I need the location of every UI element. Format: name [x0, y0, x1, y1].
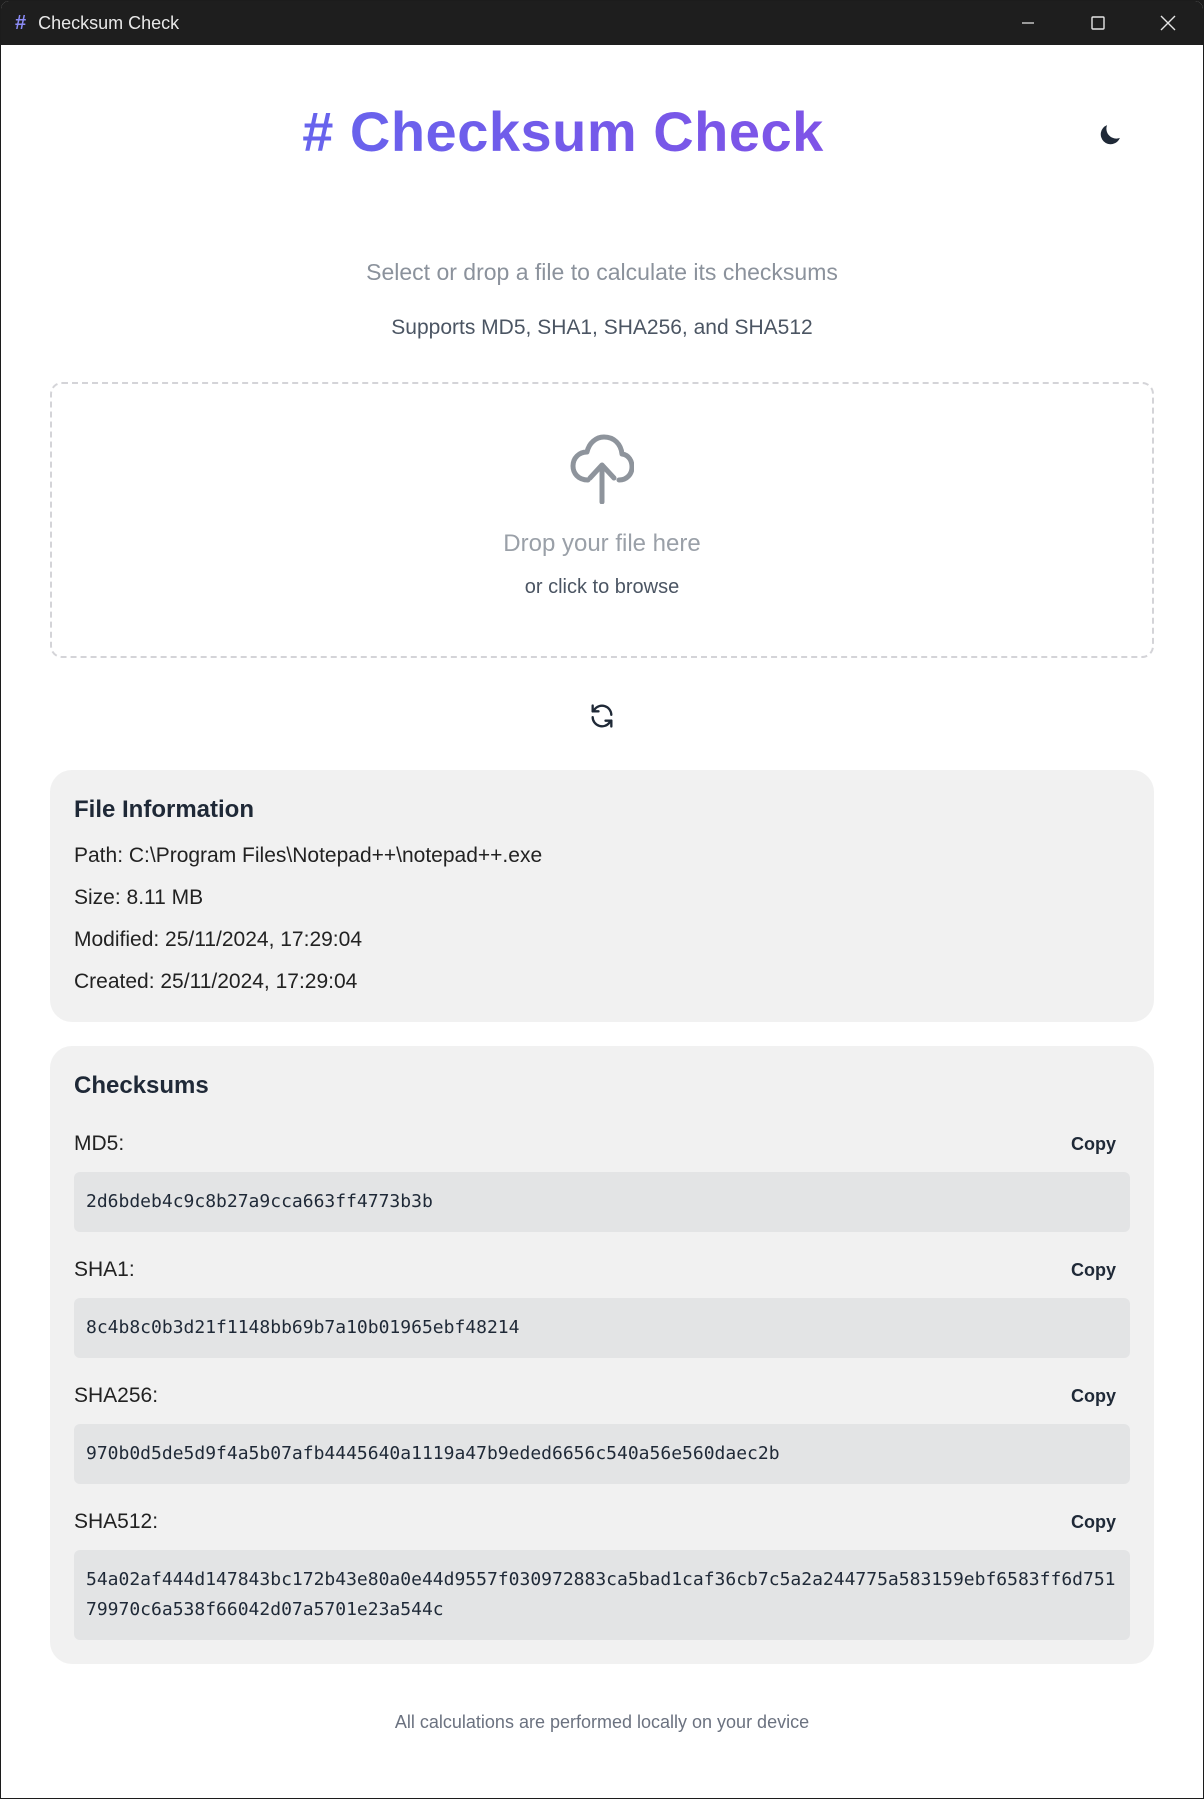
- copy-sha1-button[interactable]: Copy: [1071, 1260, 1130, 1281]
- file-information-heading: File Information: [74, 796, 254, 823]
- cloud-upload-icon: [570, 434, 634, 504]
- checksum-md5: [74, 1130, 1130, 1232]
- moon-icon: [1096, 121, 1124, 149]
- maximize-button[interactable]: [1063, 1, 1133, 45]
- close-button[interactable]: [1133, 1, 1203, 45]
- sha256-value: 970b0d5de5d9f4a5b07afb4445640a1119a47b9eded6656c540a56e560daec2b: [74, 1424, 1130, 1484]
- page-title: # Checksum Check: [50, 99, 1154, 164]
- file-created: Created: 25/11/2024, 17:29:04: [74, 970, 358, 993]
- refresh-button[interactable]: [588, 702, 616, 736]
- minimize-button[interactable]: [993, 1, 1063, 45]
- md5-label: MD5:: [74, 1132, 125, 1155]
- sha1-label: SHA1:: [74, 1258, 135, 1281]
- page-header: [50, 45, 1154, 215]
- sha512-value: 54a02af444d147843bc172b43e80a0e44d9557f030972883ca5bad1caf36cb7c5a2a244775a583159ebf6583ff6d75179970c6a538f66042d07a5701e23a544c: [74, 1550, 1130, 1640]
- checksum-sha256: [74, 1382, 1130, 1484]
- file-size: Size: 8.11 MB: [74, 886, 204, 909]
- sha512-label: SHA512:: [74, 1510, 159, 1533]
- copy-sha256-button[interactable]: Copy: [1071, 1386, 1130, 1407]
- checksum-sha512: [74, 1508, 1130, 1640]
- checksums-heading: Checksums: [74, 1072, 209, 1099]
- window-controls: [993, 1, 1203, 45]
- minimize-icon: [1021, 16, 1035, 30]
- browse-link[interactable]: or click to browse: [524, 576, 680, 598]
- file-path: Path: C:\Program Files\Notepad++\notepad++.exe: [74, 844, 543, 867]
- sha1-value: 8c4b8c0b3d21f1148bb69b7a10b01965ebf48214: [74, 1298, 1130, 1358]
- main-content: [1, 45, 1203, 1733]
- file-modified: Modified: 25/11/2024, 17:29:04: [74, 928, 363, 951]
- maximize-icon: [1091, 16, 1105, 30]
- checksum-sha1: [74, 1256, 1130, 1358]
- app-window: [1, 1, 1203, 1798]
- dropzone-title: Drop your file here: [503, 530, 701, 557]
- close-icon: [1160, 15, 1176, 31]
- file-information-card: [50, 770, 1154, 1022]
- title-bar: [1, 1, 1203, 45]
- copy-sha512-button[interactable]: Copy: [1071, 1512, 1130, 1533]
- file-dropzone[interactable]: [50, 382, 1154, 658]
- theme-toggle-button[interactable]: [1090, 115, 1130, 155]
- footer-note: All calculations are performed locally on your device: [394, 1712, 810, 1732]
- refresh-icon: [588, 702, 616, 730]
- refresh-row: [50, 702, 1154, 736]
- sha256-label: SHA256:: [74, 1384, 159, 1407]
- hash-app-icon: #: [15, 12, 27, 34]
- md5-value: 2d6bdeb4c9c8b27a9cca663ff4773b3b: [74, 1172, 1130, 1232]
- window-title: Checksum Check: [38, 12, 180, 33]
- checksums-card: [50, 1046, 1154, 1664]
- supported-algorithms: Supports MD5, SHA1, SHA256, and SHA512: [391, 316, 813, 339]
- copy-md5-button[interactable]: Copy: [1071, 1134, 1130, 1155]
- subtitle: Select or drop a file to calculate its checksums: [366, 259, 838, 285]
